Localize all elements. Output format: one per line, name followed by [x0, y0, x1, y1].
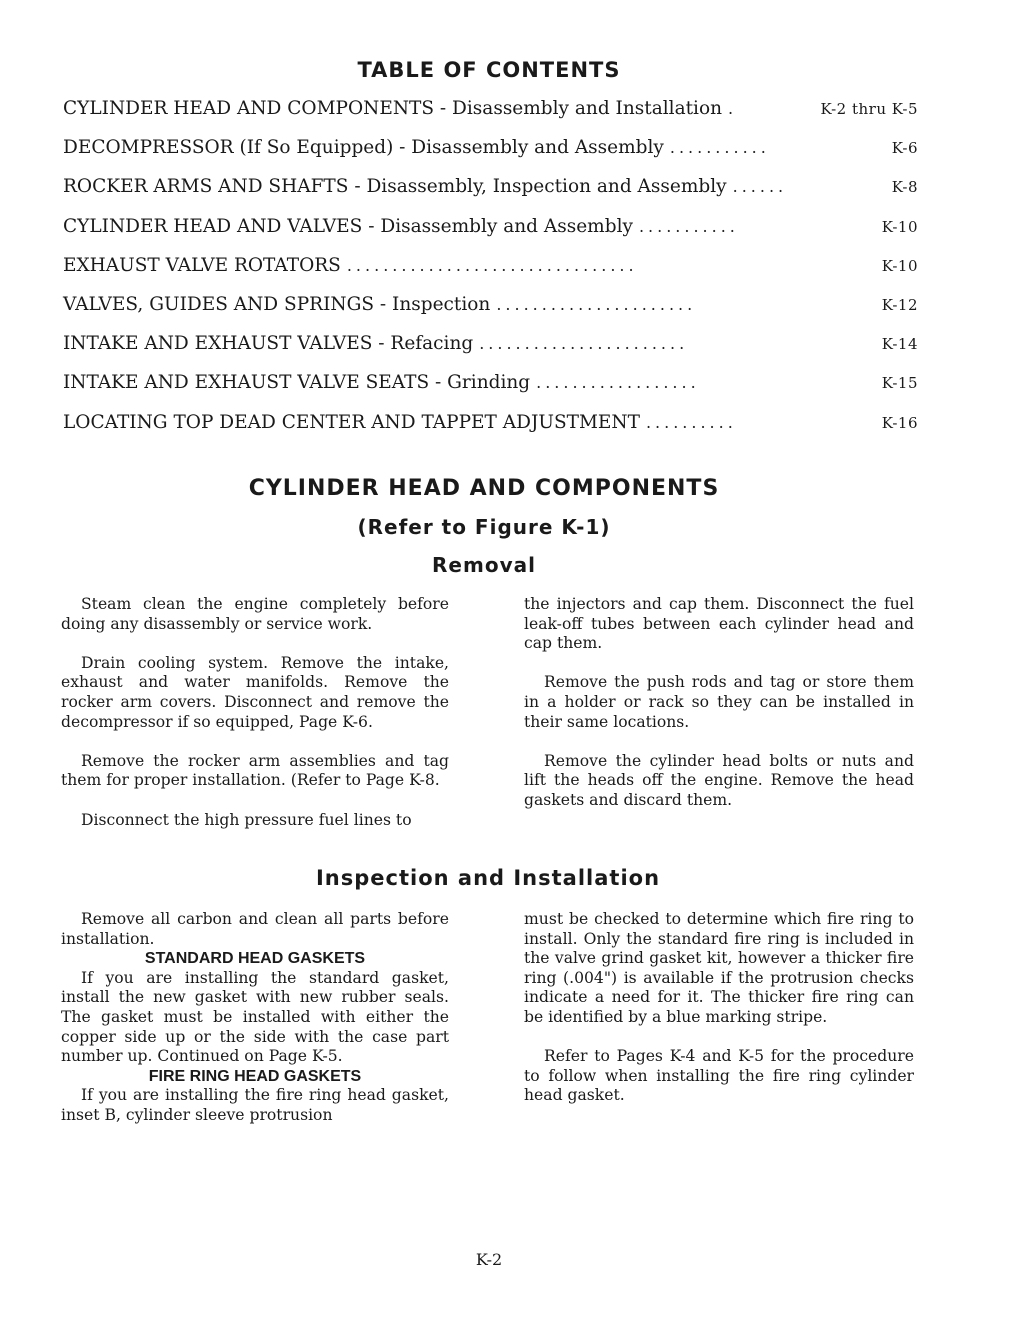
removal-left-column: [61, 595, 449, 850]
paragraph: Remove the push rods and tag or store them in a holder or rack so they can be installed in their same locations.: [524, 673, 914, 731]
paragraph: If you are installing the standard gasket, install the new gasket with new rubber seals. The gasket must be installed with either the copper side up or the side with the case part number up. Continued on Page K-5.: [61, 968, 449, 1066]
toc-entry-leader: ..........: [645, 412, 737, 432]
paragraph: If you are installing the fire ring head gasket, inset B, cylinder sleeve protrusion: [61, 1086, 449, 1124]
standard-gaskets-heading: STANDARD HEAD GASKETS: [144, 950, 366, 968]
toc-entry-page: K-16: [881, 413, 918, 432]
paragraph: Drain cooling system. Remove the intake, exhaust and water manifolds. Remove the rocker arm covers. Disconnect and remove the decompressor if so equipped, Page K-6.: [61, 653, 449, 731]
toc-entry-page: K-10: [881, 217, 918, 236]
toc-entry-title: LOCATING TOP DEAD CENTER AND TAPPET ADJUSTMENT: [63, 411, 640, 433]
paragraph: Remove the rocker arm assemblies and tag them for proper installation. (Refer to Page K-8.: [61, 751, 449, 790]
paragraph: the injectors and cap them. Disconnect the fuel leak-off tubes between each cylinder head and cap them.: [524, 595, 914, 653]
inspection-installation-heading: Inspection and Installation: [315, 866, 661, 890]
toc-entry-title: CYLINDER HEAD AND VALVES - Disassembly and Assembly: [63, 215, 633, 237]
toc-entry-page: K-12: [881, 295, 918, 314]
paragraph: Refer to Pages K-4 and K-5 for the procedure to follow when installing the fire ring cylinder head gasket.: [524, 1047, 914, 1105]
toc-entry-page: K-2 thru K-5: [820, 100, 918, 118]
toc-entry: [63, 412, 918, 451]
table-of-contents: [63, 98, 918, 451]
installation-right-column: [524, 910, 914, 1126]
toc-entry-page: K-6: [891, 139, 918, 158]
paragraph: Remove the cylinder head bolts or nuts and lift the heads off the engine. Remove the head gaskets and discard them.: [524, 751, 914, 809]
toc-entry-title: EXHAUST VALVE ROTATORS: [63, 254, 341, 276]
toc-entry-page: K-15: [881, 374, 918, 393]
section-title: CYLINDER HEAD AND COMPONENTS: [248, 476, 720, 501]
toc-entry: [63, 255, 918, 294]
toc-entry-page: K-10: [881, 256, 918, 275]
toc-entry: [63, 216, 918, 255]
toc-entry-leader: ...........: [638, 216, 739, 236]
figure-reference: (Refer to Figure K-1): [357, 515, 611, 539]
installation-left-column: [61, 910, 449, 1126]
paragraph: Disconnect the high pressure fuel lines to: [81, 810, 412, 829]
toc-entry-page: K-8: [891, 178, 918, 197]
toc-entry-leader: ...........: [669, 138, 770, 158]
toc-entry-title: INTAKE AND EXHAUST VALVE SEATS - Grinding: [63, 372, 531, 394]
toc-entry-leader: ................................: [346, 255, 638, 275]
paragraph: must be checked to determine which fire ring to install. Only the standard fire ring is included in the valve grind gasket kit, however a thicker fire ring (.004") is available if the protrusion checks indicate a need for it. The thicker fire ring can be identified by a blue marking stripe.: [524, 910, 914, 1026]
toc-entry: [63, 294, 918, 333]
paragraph: Remove all carbon and clean all parts before installation.: [61, 910, 449, 948]
toc-entry-title: ROCKER ARMS AND SHAFTS - Disassembly, Inspection and Assembly: [63, 176, 727, 198]
toc-entry-leader: .: [728, 99, 738, 118]
toc-entry: [63, 372, 918, 411]
toc-entry: [63, 333, 918, 372]
paragraph: Steam clean the engine completely before doing any disassembly or service work.: [61, 595, 449, 633]
toc-entry-leader: ......................: [496, 294, 697, 314]
toc-entry: [63, 176, 918, 215]
toc-entry-title: DECOMPRESSOR (If So Equipped) - Disassembly and Assembly: [63, 137, 664, 159]
toc-entry-leader: ..................: [536, 373, 700, 393]
toc-entry-leader: ......: [732, 177, 788, 197]
toc-title: TABLE OF CONTENTS: [357, 58, 621, 82]
page-number: K-2: [475, 1250, 503, 1269]
toc-entry: [63, 98, 918, 137]
toc-entry-title: CYLINDER HEAD AND COMPONENTS - Disassembly and Installation: [63, 98, 723, 119]
toc-entry-leader: .......................: [479, 334, 689, 354]
toc-entry-page: K-14: [881, 335, 918, 354]
toc-entry-title: INTAKE AND EXHAUST VALVES - Refacing: [63, 333, 474, 355]
toc-entry: [63, 137, 918, 176]
removal-heading: Removal: [432, 553, 536, 577]
fire-ring-gaskets-heading: FIRE RING HEAD GASKETS: [148, 1067, 362, 1085]
removal-right-column: [524, 595, 914, 830]
toc-entry-title: VALVES, GUIDES AND SPRINGS - Inspection: [63, 293, 491, 315]
